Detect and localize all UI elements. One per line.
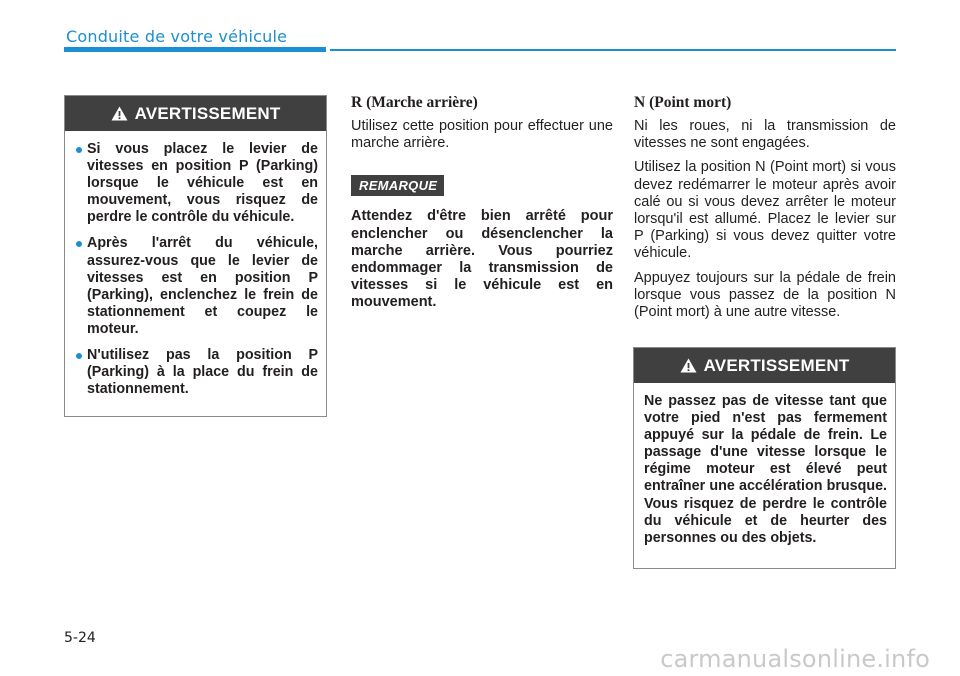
warning-title: AVERTISSEMENT (703, 355, 850, 375)
warning-header (634, 348, 895, 383)
warning-triangle-icon (111, 106, 128, 121)
warning-list (75, 141, 318, 398)
section-reverse (351, 93, 613, 319)
header-rule-thin (330, 49, 896, 51)
page-number: 5-24 (64, 630, 96, 646)
warning-text: Ne passez pas de vitesse tant que votre pied n'est pas fermement appuyé sur la pédale de frein. Le passage d'une vitesse lorsque le régime moteur est élevé peut entraîner une accélération brusque. Vous risquez de perdre le contrôle du véhicule et de heurter des personnes ou des objets. (644, 393, 887, 546)
section-heading: R (Marche arrière) (351, 94, 478, 111)
remark-text: Attendez d'être bien arrêté pour enclencher ou désenclencher la marche arrière. Vous pourriez endommager la transmission de vitesses si le véhicule est en mouvement. (351, 208, 613, 311)
warning-header (65, 96, 326, 131)
section-heading: N (Point mort) (634, 94, 732, 111)
warning-body (634, 383, 895, 547)
warning-item: N'utilisez pas la position P (Parking) à la place du frein de stationnement. (75, 347, 318, 398)
section-neutral (634, 93, 896, 328)
warning-title: AVERTISSEMENT (134, 103, 281, 123)
header-rule-thick (64, 47, 326, 52)
warning-box-parking (64, 95, 327, 417)
warning-body (65, 131, 326, 398)
section-title: Conduite de votre véhicule (66, 27, 288, 46)
section-paragraph: Utilisez la position N (Point mort) si vous devez redémarrer le moteur après avoir calé ou si vous devez arrêter le moteur lorsqu'il est allumé. Placez le levier sur P (Parking) si vous devez quitter votre véhicule. (634, 159, 896, 262)
warning-item: Si vous placez le levier de vitesses en position P (Parking) lorsque le véhicule est en mouvement, vous risquez de perdre le contrôle du véhicule. (75, 141, 318, 226)
section-paragraph: Ni les roues, ni la transmission de vitesses ne sont engagées. (634, 118, 896, 152)
section-paragraph: Utilisez cette position pour effectuer une marche arrière. (351, 118, 613, 152)
section-paragraph: Appuyez toujours sur la pédale de frein lorsque vous passez de la position N (Point mort) à une autre vitesse. (634, 269, 896, 321)
watermark: carmanualsonline.info (660, 645, 930, 673)
warning-item: Après l'arrêt du véhicule, assurez-vous que le levier de vitesses est en position P (Parking), enclenchez le frein de stationnement et coupez le moteur. (75, 235, 318, 338)
warning-box-shifting (633, 347, 896, 569)
warning-triangle-icon (680, 358, 697, 373)
remark-badge: REMARQUE (351, 175, 444, 196)
